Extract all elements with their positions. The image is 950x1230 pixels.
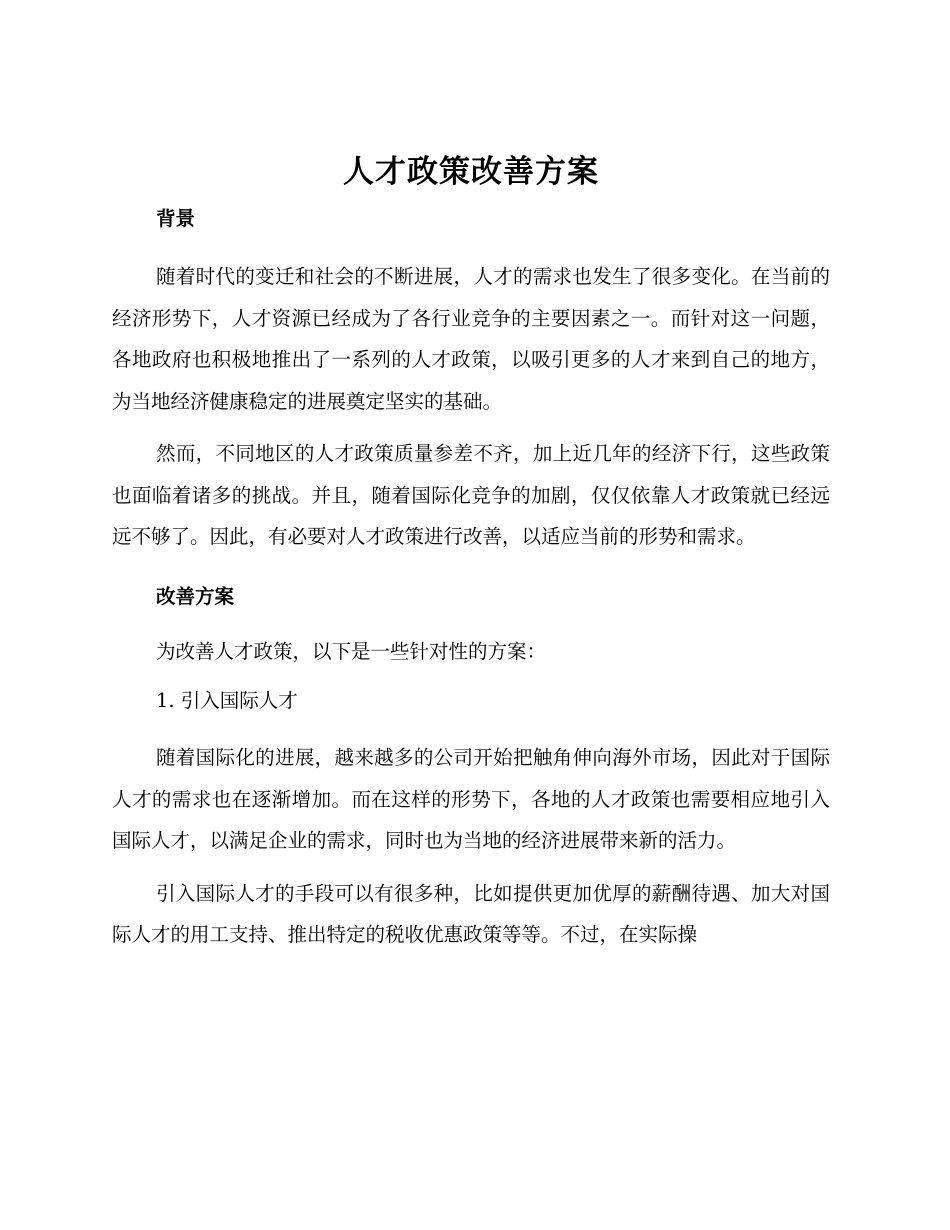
item1-heading: 1. 引入国际人才	[156, 689, 298, 712]
plan-heading: 改善方案	[156, 584, 235, 608]
document-title: 人才政策改善方案	[343, 154, 599, 190]
background-heading: 背景	[156, 207, 196, 230]
document-page	[112, 148, 830, 956]
background-paragraph-1: 随着时代的变迁和社会的不断进展，人才的需求也发生了很多变化。在当前的经济形势下，人才资源已经成为了各行业竞争的主要因素之一。而针对这一问题，各地政府也积极地推出了一系列的人才政策，以吸引更多的人才来到自己的地方，为当地经济健康稳定的进展奠定坚实的基础。	[112, 265, 830, 413]
background-paragraph-2: 然而，不同地区的人才政策质量参差不齐，加上近几年的经济下行，这些政策也面临着诸多的挑战。并且，随着国际化竞争的加剧，仅仅依靠人才政策就已经远远不够了。因此，有必要对人才政策进行改善，以适应当前的形势和需求。	[112, 442, 830, 548]
item1-paragraph-1: 随着国际化的进展，越来越多的公司开始把触角伸向海外市场，因此对于国际人才的需求也在逐渐增加。而在这样的形势下，各地的人才政策也需要相应地引入国际人才，以满足企业的需求，同时也为当地的经济进展带来新的活力。	[112, 746, 830, 852]
item1-paragraph-2: 引入国际人才的手段可以有很多种，比如提供更加优厚的薪酬待遇、加大对国际人才的用工支持、推出特定的税收优惠政策等等。不过，在实际操	[112, 881, 830, 946]
plan-intro: 为改善人才政策，以下是一些针对性的方案：	[156, 639, 547, 663]
